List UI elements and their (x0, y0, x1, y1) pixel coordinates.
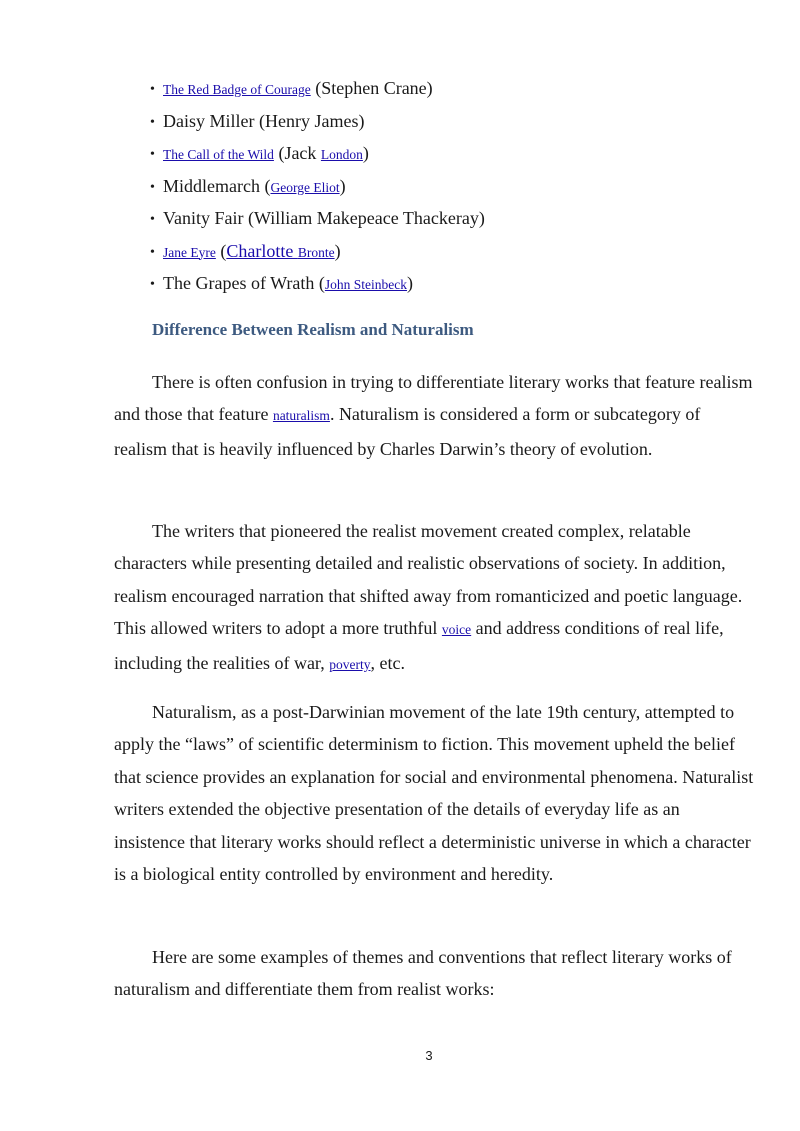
paren-open: ( (310, 78, 322, 98)
bullet-icon: • (150, 277, 155, 292)
book-title: Daisy Miller (163, 110, 255, 131)
paragraph-text: The writers that pioneered the realist movement created complex, relatable characters while presenting detailed and realistic observations of society. In addition, realism encouraged narration that shifted away from romanticized and poetic language. This allowed writers to adopt a more truthful (114, 521, 743, 639)
paragraph: Here are some examples of themes and conventions that reflect literary works of naturalism and differentiate them from realist works: (114, 947, 732, 1000)
book-author: Henry James (265, 110, 359, 131)
author-link[interactable]: London (320, 147, 363, 162)
bullet-icon: • (150, 82, 155, 97)
naturalism-link[interactable]: naturalism (272, 408, 330, 424)
paren-close: ) (426, 78, 433, 98)
paren-close: ) (478, 208, 485, 228)
voice-link[interactable]: voice (441, 622, 472, 638)
book-title: Middlemarch (163, 175, 260, 196)
bullet-icon: • (150, 212, 155, 227)
list-item (150, 269, 485, 302)
author-first-link[interactable]: Charlotte (226, 240, 298, 261)
list-item (150, 204, 485, 237)
paragraph (114, 515, 754, 681)
book-list (150, 74, 485, 302)
list-item (150, 74, 485, 107)
page-number: 3 (425, 1048, 433, 1063)
author-link[interactable]: Bronte (297, 244, 335, 260)
paren-open: ( (243, 208, 254, 228)
paren-open: ( (273, 143, 285, 163)
list-item (150, 237, 485, 270)
book-title-link[interactable]: The Call of the Wild (163, 147, 274, 162)
author-link[interactable]: John Steinbeck (324, 277, 408, 292)
bullet-icon: • (150, 179, 155, 195)
paragraph-text: and address conditions of real life, including the realities of war, (114, 618, 724, 673)
book-author: William Makepeace Thackeray (254, 208, 479, 228)
paren-close: ) (407, 273, 414, 293)
paren-open: ( (314, 273, 325, 293)
paragraph-text: , etc. (370, 652, 405, 673)
list-item (150, 139, 485, 172)
book-author-first: Jack (284, 143, 321, 163)
bullet-icon: • (150, 244, 155, 260)
bullet-icon: • (150, 147, 155, 162)
paren-close: ) (362, 143, 369, 163)
paren-close: ) (339, 175, 346, 196)
author-link[interactable]: George Eliot (270, 179, 340, 195)
book-title-link[interactable]: The Red Badge of Courage (163, 82, 311, 97)
paragraph: Naturalism, as a post-Darwinian movement of the late 19th century, attempted to apply the “laws” of scientific determinism to fiction. This movement upheld the belief that science provides an explanation for social and environmental phenomena. Naturalist writers extended the objective presentation of the details of everyday life as an insistence that literary works should reflect a deterministic universe in which a character is a biological entity controlled by environment and heredity. (114, 702, 754, 885)
paren-open: ( (259, 175, 271, 196)
list-item (150, 107, 485, 140)
book-title-link[interactable]: Jane Eyre (163, 244, 216, 260)
book-title: Vanity Fair (163, 208, 244, 228)
paragraph-text: . Naturalism is considered a form or subcategory of realism that is heavily influenced by Charles Darwin’s theory of evolution. (114, 404, 701, 459)
book-author: Stephen Crane (321, 78, 427, 98)
paren-open: ( (254, 110, 265, 131)
paren-close: ) (358, 110, 365, 131)
bullet-icon: • (150, 114, 155, 130)
list-item (150, 172, 485, 205)
paren-close: ) (334, 240, 341, 261)
paragraph-text: There is often confusion in trying to differentiate literary works that feature realism and those that feature (114, 372, 753, 425)
section-heading: Difference Between Realism and Naturalism (152, 320, 474, 339)
paragraph (114, 366, 754, 465)
book-title: The Grapes of Wrath (163, 273, 315, 293)
poverty-link[interactable]: poverty (329, 656, 371, 672)
paren-open: ( (215, 240, 227, 261)
